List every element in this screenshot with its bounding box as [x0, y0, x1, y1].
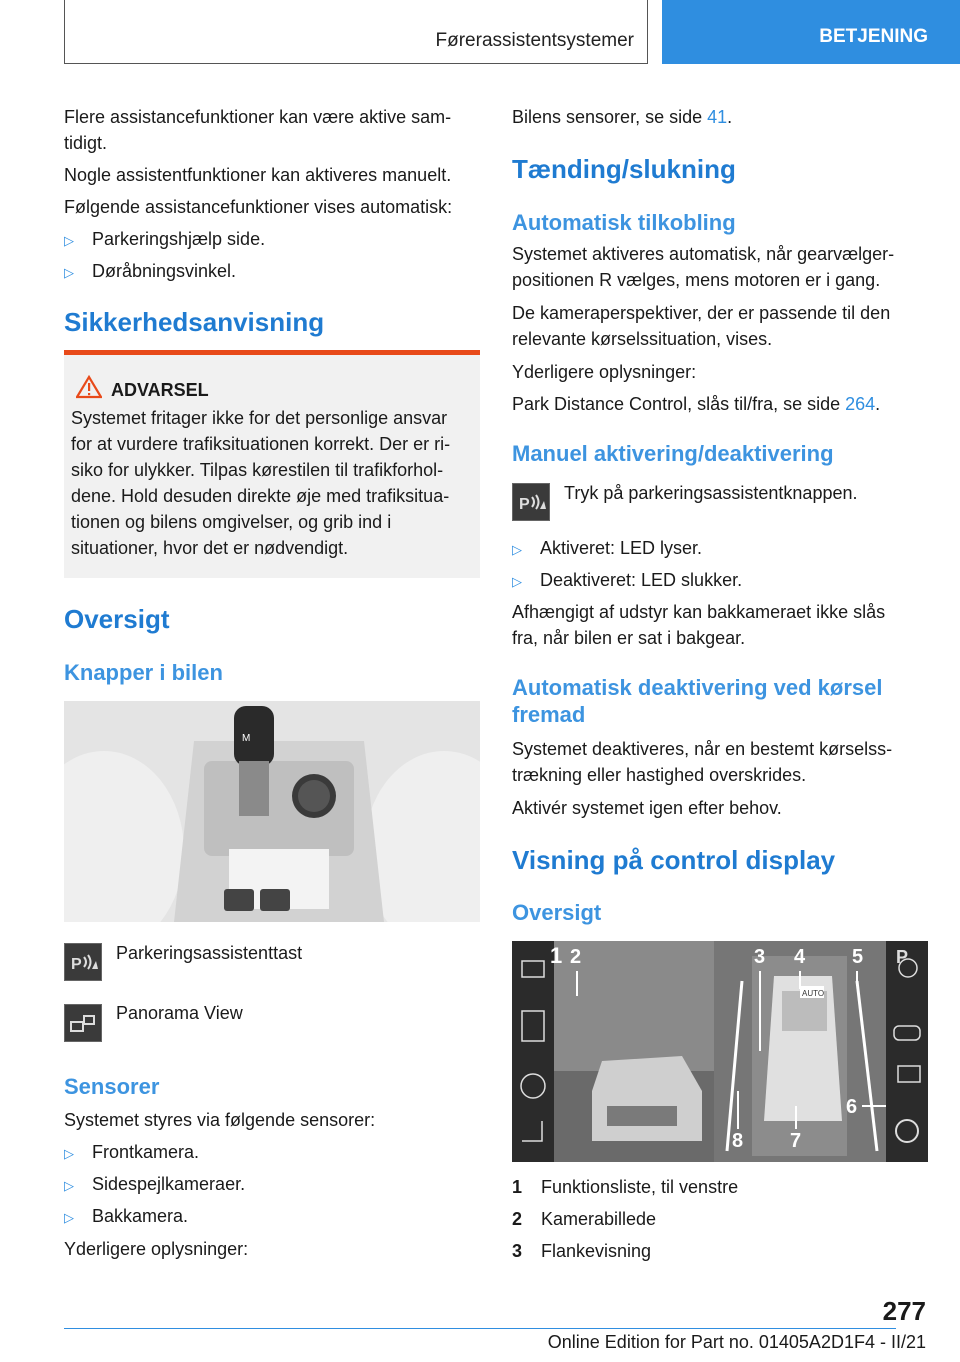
auto-on-heading: Automatisk tilkobling	[512, 210, 736, 235]
warning-line: tionen og bilens omgivelser, og grib ind i	[71, 512, 392, 532]
park-assist-button-icon	[512, 483, 550, 521]
safety-heading: Sikkerhedsanvisning	[64, 307, 325, 337]
bullet-triangle-icon: ▷	[64, 265, 74, 280]
list-item: ▷ Døråbningsvinkel.	[64, 258, 236, 286]
bullet-triangle-icon: ▷	[64, 1178, 74, 1193]
warning-line: dene. Hold desuden direkte øje med trafiksitua‐	[71, 486, 450, 506]
legend-item: 2 Kamerabillede	[512, 1209, 657, 1229]
park-assist-button-icon	[64, 943, 102, 981]
reactivate-text: Aktivér systemet igen efter behov.	[512, 798, 782, 818]
perspective-text: De kameraperspektiver, der er passende til den relevante kørselssituation, vises.	[512, 303, 891, 349]
legend-list	[512, 1174, 928, 1270]
callout-4: 4	[794, 946, 806, 968]
warning-text	[71, 405, 481, 561]
auto-off-heading: Automatisk deaktivering ved kørsel fremad	[512, 675, 883, 727]
bullet-triangle-icon: ▷	[64, 1146, 74, 1161]
buttons-heading: Knapper i bilen	[64, 660, 223, 685]
footer-divider	[64, 1328, 896, 1329]
page-number: 277	[882, 1296, 926, 1326]
svg-text:P: P	[896, 947, 909, 967]
press-instruction: Tryk på parkeringsassistentknappen.	[564, 483, 858, 503]
bullet-triangle-icon: ▷	[512, 542, 522, 557]
manual-heading: Manuel aktivering/deaktivering	[512, 441, 834, 466]
list-item: ▷ Parkeringshjælp side.	[64, 226, 265, 254]
intro-auto: Følgende assistancefunktioner vises automatisk:	[64, 197, 453, 217]
warning-triangle-icon	[76, 375, 102, 404]
callout-1: 1	[550, 943, 563, 968]
intro-manual: Nogle assistentfunktioner kan aktiveres manuelt.	[64, 165, 452, 185]
callout-7: 7	[790, 1130, 802, 1152]
svg-text:P: P	[519, 496, 530, 513]
list-item: ▷ Deaktiveret: LED slukker.	[512, 567, 742, 595]
on-off-heading: Tænding/slukning	[512, 154, 736, 184]
list-item: ▷ Frontkamera.	[64, 1139, 199, 1167]
auto-on-text: Systemet aktiveres automatisk, når gearvælger‐ positionen R vælges, mens motoren er i gang.	[512, 244, 895, 290]
bullet-triangle-icon: ▷	[512, 574, 522, 589]
list-item: ▷ Bakkamera.	[64, 1203, 188, 1231]
auto-badge: AUTO	[802, 989, 825, 998]
overview-heading: Oversigt	[64, 604, 170, 634]
svg-text:M: M	[242, 733, 251, 744]
intro-paragraph	[64, 104, 484, 156]
sensors-reference: Bilens sensorer, se side 41.	[512, 107, 733, 127]
intro-line: Flere assistancefunktioner kan være aktive sam‐	[64, 107, 452, 127]
auto-off-text: Systemet deaktiveres, når en bestemt kørselss‐ trækning eller hastighed overskrides.	[512, 739, 893, 785]
warning-line: for at vurdere trafiksituationen korrekt. Der er ri‐	[71, 434, 451, 454]
panorama-view-button-icon	[64, 1004, 102, 1042]
page-link[interactable]: 264	[845, 394, 876, 414]
equipment-note: Afhængigt af udstyr kan bakkameraet ikke slås fra, når bilen er sat i bakgear.	[512, 602, 886, 648]
warning-box	[64, 350, 480, 578]
sensors-intro: Systemet styres via følgende sensorer:	[64, 1110, 376, 1130]
callout-2: 2	[570, 946, 582, 968]
park-assist-button-label: Parkeringsassistenttast	[116, 943, 303, 963]
page-link[interactable]: 41	[707, 107, 728, 127]
warning-line: Systemet fritager ikke for det personlige ansvar	[71, 408, 448, 428]
list-item: ▷ Aktiveret: LED lyser.	[512, 535, 702, 563]
callout-3: 3	[754, 946, 766, 968]
legend-item: 1 Funktionsliste, til venstre	[512, 1177, 739, 1197]
legend-item: 3 Flankevisning	[512, 1241, 652, 1261]
warning-title: ADVARSEL	[111, 380, 209, 400]
sensors-heading: Sensorer	[64, 1074, 160, 1099]
console-photo	[64, 701, 480, 922]
warning-line: siko for ulykker. Tilpas kørestilen til trafikforhol‐	[71, 460, 444, 480]
svg-text:P: P	[71, 956, 82, 973]
display-heading: Visning på control display	[512, 845, 836, 875]
more-info-label: Yderligere oplysninger:	[64, 1239, 249, 1259]
footer-edition: Online Edition for Part no. 01405A2D1F4 - II/21	[547, 1332, 926, 1352]
header-section-label: BETJENING	[819, 26, 928, 47]
callout-8: 8	[732, 1130, 744, 1152]
callout-6: 6	[846, 1096, 858, 1118]
list-item: ▷ Sidespejlkameraer.	[64, 1171, 245, 1199]
display-overview-heading: Oversigt	[512, 900, 602, 925]
bullet-triangle-icon: ▷	[64, 1210, 74, 1225]
bullet-triangle-icon: ▷	[64, 233, 74, 248]
intro-line: tidigt.	[64, 133, 108, 153]
header-section-tab	[662, 0, 960, 64]
callout-5: 5	[852, 946, 864, 968]
header-title: Førerassistentsystemer	[435, 30, 634, 51]
more-info-label: Yderligere oplysninger:	[512, 362, 697, 382]
pdc-reference: Park Distance Control, slås til/fra, se side 264.	[512, 394, 881, 414]
control-display-diagram	[512, 941, 928, 1162]
panorama-view-button-label: Panorama View	[116, 1003, 243, 1023]
warning-line: situationer, hvor det er nødvendigt.	[71, 538, 349, 558]
